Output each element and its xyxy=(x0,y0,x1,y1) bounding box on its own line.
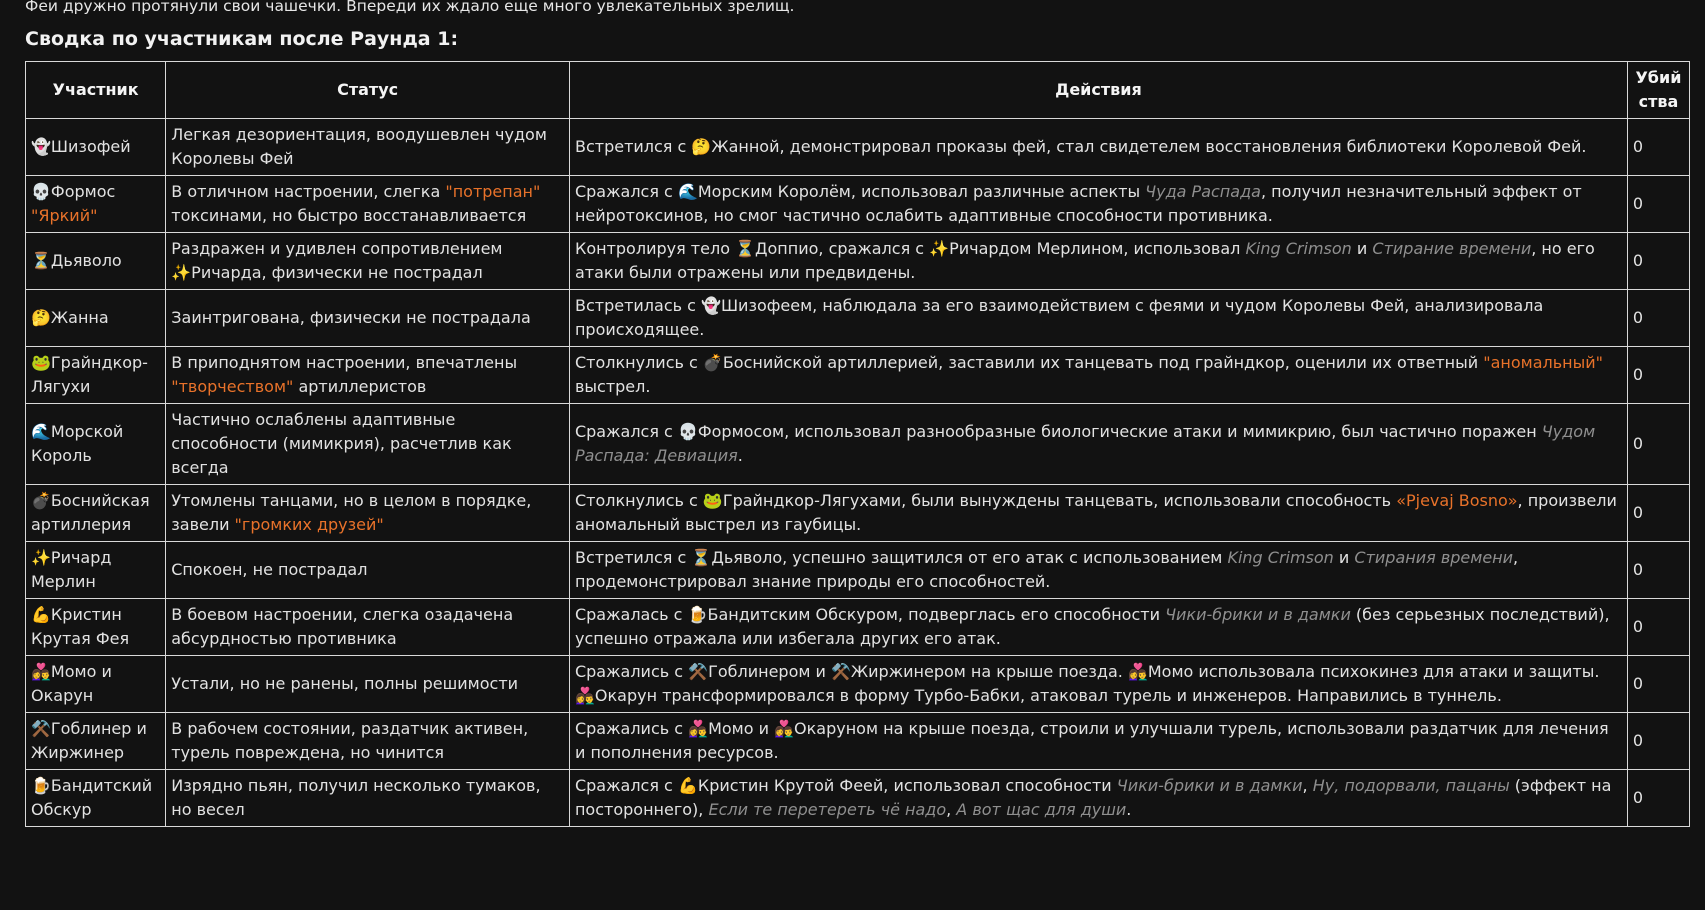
status-cell xyxy=(166,713,570,770)
participant-cell xyxy=(26,713,166,770)
actions-cell xyxy=(569,290,1627,347)
participant-name: Бандитский Обскур xyxy=(31,776,153,819)
action-text: Шизофеем, наблюдала за его взаимодействием с феями и чудом Королевы Фей, анализировала происходящее. xyxy=(574,296,1544,339)
action-ability-ref: Чудом Распада: Девиация xyxy=(574,422,1596,465)
action-highlight: «Pjevaj Bosno» xyxy=(1396,491,1518,510)
actions-cell xyxy=(569,347,1627,404)
beer-mug-icon: 🍺 xyxy=(31,776,51,795)
action-text: , произвели аномальный выстрел из гаубицы. xyxy=(574,491,1617,534)
action-text: Ричардом Мерлином, использовал xyxy=(949,239,1246,258)
status-text: артиллеристов xyxy=(293,377,427,396)
action-ability-ref: А вот щас для души xyxy=(956,800,1127,819)
participant-name: Дьяволо xyxy=(50,251,122,270)
status-text: Спокоен, не пострадал xyxy=(171,560,368,579)
action-text: Жанной, демонстрировал проказы фей, стал свидетелем восстановления библиотеки Королевой Фей. xyxy=(711,137,1587,156)
action-text: , xyxy=(1302,776,1313,795)
col-header-participant: Участник xyxy=(26,62,166,119)
action-ability-ref: King Crimson xyxy=(1245,239,1352,258)
participant-name: Кристин Крутая Фея xyxy=(31,605,130,648)
action-text: Встретился с xyxy=(574,548,692,567)
action-text: и xyxy=(1333,548,1355,567)
action-text: Контролируя тело xyxy=(574,239,736,258)
participant-name: Момо и Окарун xyxy=(31,662,112,705)
action-text: Столкнулись с xyxy=(574,353,703,372)
status-emoji-icon: ✨ xyxy=(171,263,192,282)
actions-cell xyxy=(569,176,1627,233)
action-emoji-icon: 🤔 xyxy=(691,137,712,156)
table-row xyxy=(26,290,1690,347)
action-text: . xyxy=(1126,800,1132,819)
status-text: токсинами, но быстро восстанавливается xyxy=(171,206,527,225)
status-text: Устали, но не ранены, полны решимости xyxy=(171,674,519,693)
action-ability-ref: King Crimson xyxy=(1227,548,1334,567)
action-text: Встретилась с xyxy=(574,296,702,315)
participant-nickname: "Яркий" xyxy=(31,206,98,225)
action-emoji-icon: 🌊 xyxy=(677,182,698,201)
table-row xyxy=(26,119,1690,176)
action-text: Момо и xyxy=(708,719,775,738)
action-text: , xyxy=(946,800,957,819)
action-emoji-icon: ⚒️ xyxy=(688,662,709,681)
table-row xyxy=(26,404,1690,485)
status-cell xyxy=(166,542,570,599)
action-ability-ref: Если те перетереть чё надо xyxy=(708,800,947,819)
action-ability-ref: Ну, подорвали, пацаны xyxy=(1312,776,1510,795)
action-emoji-icon: 👩‍❤️‍👨 xyxy=(574,686,595,705)
status-text: В отличном настроении, слегка xyxy=(171,182,446,201)
action-emoji-icon: 💪 xyxy=(677,776,698,795)
action-emoji-icon: ⚒️ xyxy=(831,662,851,681)
participant-name: Шизофей xyxy=(50,137,131,156)
actions-cell xyxy=(569,485,1627,542)
participant-cell xyxy=(26,542,166,599)
col-header-status: Статус xyxy=(166,62,570,119)
action-emoji-icon: 👻 xyxy=(701,296,721,315)
action-text: Формосом, использовал разнообразные биологические атаки и мимикрию, был частично поражен xyxy=(697,422,1542,441)
status-cell xyxy=(166,290,570,347)
col-header-kills xyxy=(1627,62,1689,119)
action-highlight: "аномальный" xyxy=(1483,353,1604,372)
action-text: Сражался с xyxy=(574,776,678,795)
kills-cell: 0 xyxy=(1627,713,1689,770)
kills-cell: 0 xyxy=(1627,233,1689,290)
status-cell xyxy=(166,656,570,713)
kills-cell: 0 xyxy=(1627,347,1689,404)
actions-cell xyxy=(569,656,1627,713)
participant-name: Морской Король xyxy=(31,422,124,465)
participant-name: Гоблинер и Жиржинер xyxy=(31,719,147,762)
flexed-biceps-icon: 💪 xyxy=(31,605,51,624)
status-text: Раздражен и удивлен сопротивлением xyxy=(171,239,503,258)
action-text: , получил незначительный эффект от нейротоксинов, но смог частично ослабить адаптивные способности противника. xyxy=(574,182,1582,225)
action-emoji-icon: ⏳ xyxy=(735,239,755,258)
action-ability-ref: Чуда Распада xyxy=(1145,182,1261,201)
action-ability-ref: Чики-брики и в дамки xyxy=(1116,776,1303,795)
intro-paragraph: Феи дружно протянули свои чашечки. Впереди их ждало еще много увлекательных зрелищ. xyxy=(25,0,795,15)
thinking-face-icon: 🤔 xyxy=(31,308,51,327)
participant-cell xyxy=(26,290,166,347)
table-row xyxy=(26,233,1690,290)
actions-cell xyxy=(569,599,1627,656)
sparkles-icon: ✨ xyxy=(31,548,51,567)
table-row xyxy=(26,713,1690,770)
status-text: В приподнятом настроении, впечатлены xyxy=(171,353,518,372)
status-highlight: "громких друзей" xyxy=(234,515,384,534)
action-emoji-icon: 🍺 xyxy=(687,605,708,624)
participant-name: Боснийская артиллерия xyxy=(31,491,150,534)
status-text: Легкая дезориентация, воодушевлен чудом Королевы Фей xyxy=(171,125,547,168)
participant-name: Грайндкор-Лягухи xyxy=(31,353,148,396)
status-highlight: "потрепан" xyxy=(445,182,541,201)
action-text: Сражалась с xyxy=(574,605,688,624)
table-row xyxy=(26,176,1690,233)
couple-icon: 👩‍❤️‍👨 xyxy=(31,662,51,681)
participant-cell xyxy=(26,404,166,485)
kills-cell: 0 xyxy=(1627,485,1689,542)
action-emoji-icon: 💀 xyxy=(677,422,698,441)
section-heading: Сводка по участникам после Раунда 1: xyxy=(25,28,459,50)
kills-cell: 0 xyxy=(1627,404,1689,485)
actions-cell xyxy=(569,404,1627,485)
action-text: Боснийской артиллерией, заставили их танцевать под грайндкор, оценили их ответный xyxy=(722,353,1484,372)
frog-icon: 🐸 xyxy=(31,353,51,372)
action-text: Жиржинером на крыше поезда. xyxy=(850,662,1128,681)
action-text: Сражался с xyxy=(574,182,678,201)
action-emoji-icon: 👩‍❤️‍👨 xyxy=(688,719,709,738)
status-text: Утомлены танцами, но в целом в порядке, завели xyxy=(171,491,532,534)
skull-icon: 💀 xyxy=(31,182,51,201)
participant-cell xyxy=(26,119,166,176)
action-text: Бандитским Обскуром, подверглась его способности xyxy=(707,605,1166,624)
kills-cell: 0 xyxy=(1627,119,1689,176)
status-cell xyxy=(166,233,570,290)
participants-table xyxy=(25,61,1690,827)
participant-name: Формос xyxy=(50,182,116,201)
col-header-actions: Действия xyxy=(569,62,1627,119)
kills-cell: 0 xyxy=(1627,542,1689,599)
action-text: Грайндкор-Лягухами, были вынуждены танцевать, использовали способность xyxy=(722,491,1397,510)
status-text: В боевом настроении, слегка озадачена абсурдностью противника xyxy=(171,605,514,648)
actions-cell xyxy=(569,770,1627,827)
action-emoji-icon: 👩‍❤️‍👨 xyxy=(1127,662,1148,681)
kills-cell: 0 xyxy=(1627,656,1689,713)
actions-cell xyxy=(569,119,1627,176)
action-text: Окарун трансформировался в форму Турбо-Бабки, атаковал турель и инженеров. Направились в туннель. xyxy=(594,686,1502,705)
status-cell xyxy=(166,770,570,827)
action-text: Момо использовала психокинез для атаки и защиты. xyxy=(1147,662,1600,681)
actions-cell xyxy=(569,713,1627,770)
action-text: Окаруном на крыше поезда, строили и улучшали турель, использовали раздатчик для лечения и пополнения ресурсов. xyxy=(574,719,1609,762)
action-emoji-icon: ✨ xyxy=(929,239,950,258)
status-cell xyxy=(166,176,570,233)
action-text: Встретился с xyxy=(574,137,692,156)
status-cell xyxy=(166,119,570,176)
action-text: Дьяволо, успешно защитился от его атак с использованием xyxy=(711,548,1228,567)
participant-name: Ричард Мерлин xyxy=(31,548,112,591)
hammer-and-pick-icon: ⚒️ xyxy=(31,719,51,738)
wave-icon: 🌊 xyxy=(31,422,51,441)
kills-cell: 0 xyxy=(1627,599,1689,656)
actions-cell xyxy=(569,233,1627,290)
action-emoji-icon: ⏳ xyxy=(691,548,712,567)
status-cell xyxy=(166,485,570,542)
participant-cell xyxy=(26,176,166,233)
participant-cell xyxy=(26,347,166,404)
action-text: Морским Королём, использовал различные аспекты xyxy=(697,182,1146,201)
action-text: выстрел. xyxy=(574,377,651,396)
table-row xyxy=(26,485,1690,542)
action-text: и xyxy=(1351,239,1373,258)
table-row xyxy=(26,599,1690,656)
action-ability-ref: Чики-брики и в дамки xyxy=(1165,605,1351,624)
action-text: , но его атаки были отражены или предвидены. xyxy=(574,239,1595,282)
participant-cell xyxy=(26,599,166,656)
ghost-icon: 👻 xyxy=(31,137,51,156)
action-text: (эффект на постороннего), xyxy=(574,776,1612,819)
action-text: Сражались с xyxy=(574,662,689,681)
action-emoji-icon: 💣 xyxy=(702,353,723,372)
table-row xyxy=(26,656,1690,713)
action-text: Доппио, сражался с xyxy=(755,239,930,258)
bomb-icon: 💣 xyxy=(31,491,51,510)
actions-cell xyxy=(569,542,1627,599)
action-text: Сражались с xyxy=(574,719,689,738)
action-text: Гоблинером и xyxy=(708,662,831,681)
kills-cell: 0 xyxy=(1627,770,1689,827)
status-text: Ричарда, физически не пострадал xyxy=(191,263,483,282)
kills-cell: 0 xyxy=(1627,176,1689,233)
table-row xyxy=(26,542,1690,599)
hourglass-icon: ⏳ xyxy=(31,251,51,270)
action-ability-ref: Стирание времени xyxy=(1372,239,1532,258)
table-row xyxy=(26,347,1690,404)
action-text: Сражался с xyxy=(574,422,678,441)
kills-cell: 0 xyxy=(1627,290,1689,347)
action-text: . xyxy=(737,446,743,465)
action-text: , продемонстрировал знание природы его способностей. xyxy=(574,548,1519,591)
action-text: Столкнулись с xyxy=(574,491,703,510)
status-cell xyxy=(166,599,570,656)
status-text: Частично ослаблены адаптивные способности (мимикрия), расчетлив как всегда xyxy=(171,410,512,477)
action-text: Кристин Крутой Феей, использовал способности xyxy=(697,776,1117,795)
status-text: В рабочем состоянии, раздатчик активен, турель повреждена, но чинится xyxy=(171,719,529,762)
table-header-row xyxy=(26,62,1690,119)
action-emoji-icon: 👩‍❤️‍👨 xyxy=(774,719,795,738)
participant-cell xyxy=(26,233,166,290)
status-cell xyxy=(166,347,570,404)
action-text: (без серьезных последствий), успешно отражала или избегала других его атак. xyxy=(574,605,1610,648)
action-ability-ref: Стирания времени xyxy=(1354,548,1514,567)
status-text: Изрядно пьян, получил несколько тумаков, но весел xyxy=(171,776,541,819)
table-row xyxy=(26,770,1690,827)
status-text: Заинтригована, физически не пострадала xyxy=(171,308,531,327)
participant-cell xyxy=(26,485,166,542)
status-highlight: "творчеством" xyxy=(171,377,294,396)
status-cell xyxy=(166,404,570,485)
col-header-kills-line2: ства xyxy=(1638,92,1679,111)
col-header-kills-line1: Убий xyxy=(1635,68,1682,87)
action-emoji-icon: 🐸 xyxy=(702,491,723,510)
participant-cell xyxy=(26,656,166,713)
participant-name: Жанна xyxy=(50,308,109,327)
participant-cell xyxy=(26,770,166,827)
